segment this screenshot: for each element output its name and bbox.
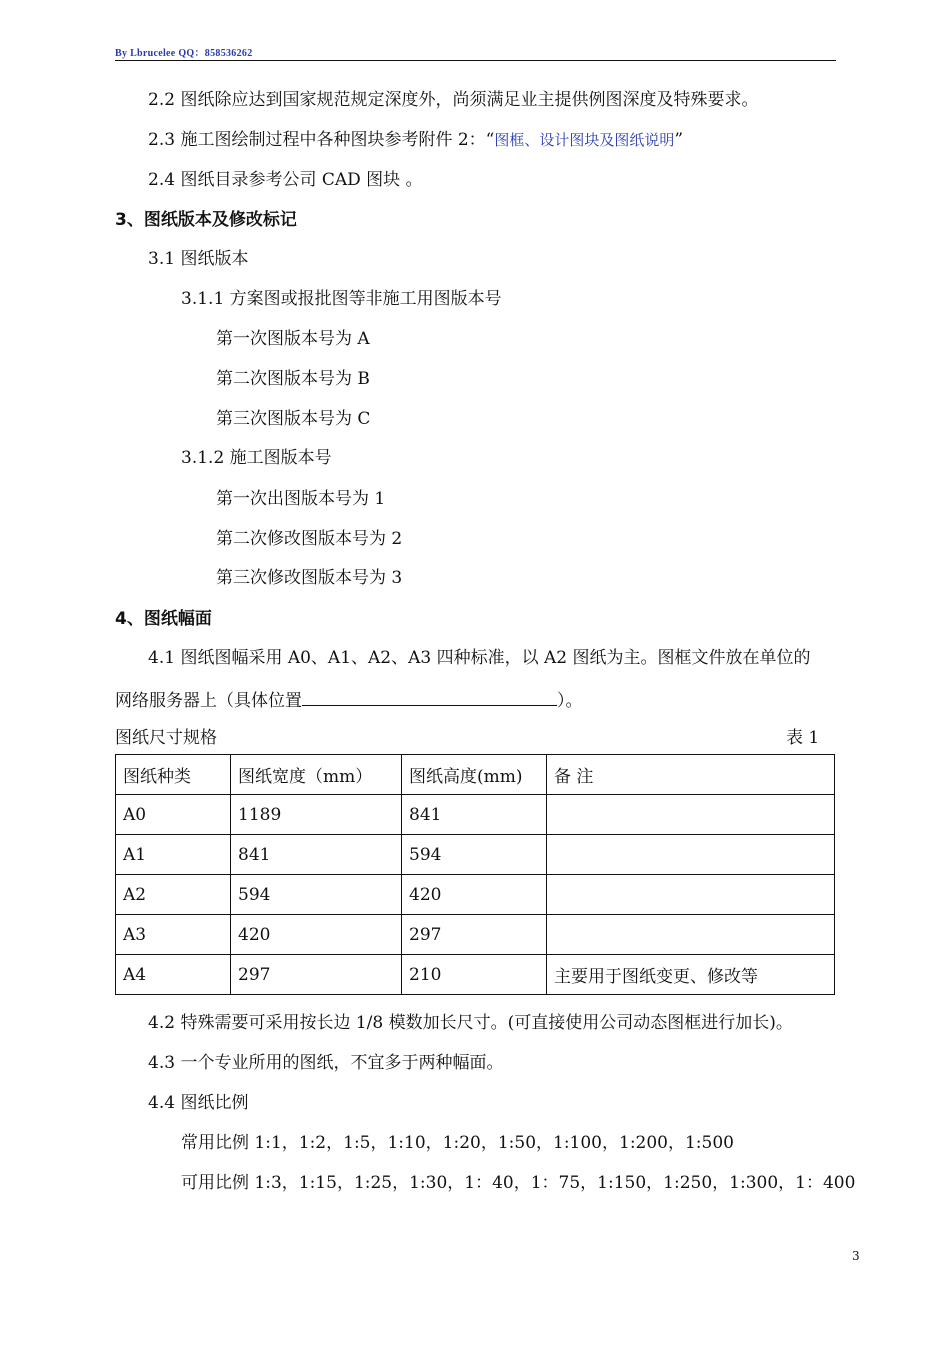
page-header: By Lbrucelee QQ：858536262 [115,48,253,59]
version-1: 第一次出图版本号为 1 [216,489,386,509]
item-4-3: 4.3 一个专业所用的图纸，不宜多于两种幅面。 [148,1053,504,1073]
item-4-1-line2 [115,687,583,712]
item-2-4: 2.4 图纸目录参考公司 CAD 图块 。 [148,170,423,190]
table-cell: 1189 [231,795,402,835]
table-cell: 297 [402,915,547,955]
item-3-1: 3.1 图纸版本 [148,249,249,269]
table-row [116,835,835,875]
table-cell: A3 [116,915,231,955]
table-cell [547,915,835,955]
version-a: 第一次图版本号为 A [216,329,370,349]
table-header-cell: 备 注 [547,755,835,795]
ratio-common: 常用比例 1:1，1:2，1:5，1:10，1:20，1:50，1:100，1:200，1:500 [181,1133,734,1153]
table-row [116,875,835,915]
table-cell: 210 [402,955,547,995]
section-3-heading: 3、图纸版本及修改标记 [115,210,297,230]
table-header-cell: 图纸高度(mm) [402,755,547,795]
item-4-2: 4.2 特殊需要可采用按长边 1/8 模数加长尺寸。(可直接使用公司动态图框进行加长)。 [148,1013,793,1033]
table-row [116,915,835,955]
table-cell: 841 [231,835,402,875]
table-header-cell: 图纸种类 [116,755,231,795]
table-caption: 图纸尺寸规格 [115,728,217,748]
item-3-1-1: 3.1.1 方案图或报批图等非施工用图版本号 [181,289,502,309]
table-cell: 594 [231,875,402,915]
table-row [116,955,835,995]
table-cell: 297 [231,955,402,995]
table-row [116,795,835,835]
item-4-1-prefix: 网络服务器上（具体位置 [115,691,302,711]
table-cell: 841 [402,795,547,835]
location-blank [302,687,557,706]
version-b: 第二次图版本号为 B [216,369,370,389]
table-cell: 420 [231,915,402,955]
table-cell: A0 [116,795,231,835]
paper-size-table [115,754,835,995]
item-2-3-prefix: 2.3 施工图绘制过程中各种图块参考附件 2：“ [148,130,495,150]
item-3-1-2: 3.1.2 施工图版本号 [181,448,332,468]
header-rule [115,60,836,61]
section-4-heading: 4、图纸幅面 [115,609,212,629]
item-2-3 [148,129,683,151]
table-cell: A2 [116,875,231,915]
table-header-row [116,755,835,795]
ratio-optional: 可用比例 1:3，1:15，1:25，1:30，1：40，1：75，1:150，1:250，1:300，1：400 [181,1173,856,1193]
item-2-3-suffix: ” [674,130,684,150]
page-number: 3 [852,1249,860,1263]
version-3: 第三次修改图版本号为 3 [216,568,403,588]
item-2-2: 2.2 图纸除应达到国家规范规定深度外，尚须满足业主提供例图深度及特殊要求。 [148,90,759,110]
item-4-1-line1: 4.1 图纸图幅采用 A0、A1、A2、A3 四种标准，以 A2 图纸为主。图框文件放在单位的 [148,648,811,668]
table-cell: A1 [116,835,231,875]
version-2: 第二次修改图版本号为 2 [216,529,403,549]
table-label: 表 1 [786,728,820,748]
table-cell [547,835,835,875]
attachment-link[interactable]: 图框、设计图块及图纸说明 [494,131,675,149]
table-cell: 420 [402,875,547,915]
item-4-1-suffix: ）。 [557,691,583,711]
item-4-4: 4.4 图纸比例 [148,1093,249,1113]
table-cell [547,795,835,835]
table-cell: A4 [116,955,231,995]
table-header-cell: 图纸宽度（mm） [231,755,402,795]
table-cell [547,875,835,915]
table-cell: 主要用于图纸变更、修改等 [547,955,835,995]
table-cell: 594 [402,835,547,875]
version-c: 第三次图版本号为 C [216,409,371,429]
